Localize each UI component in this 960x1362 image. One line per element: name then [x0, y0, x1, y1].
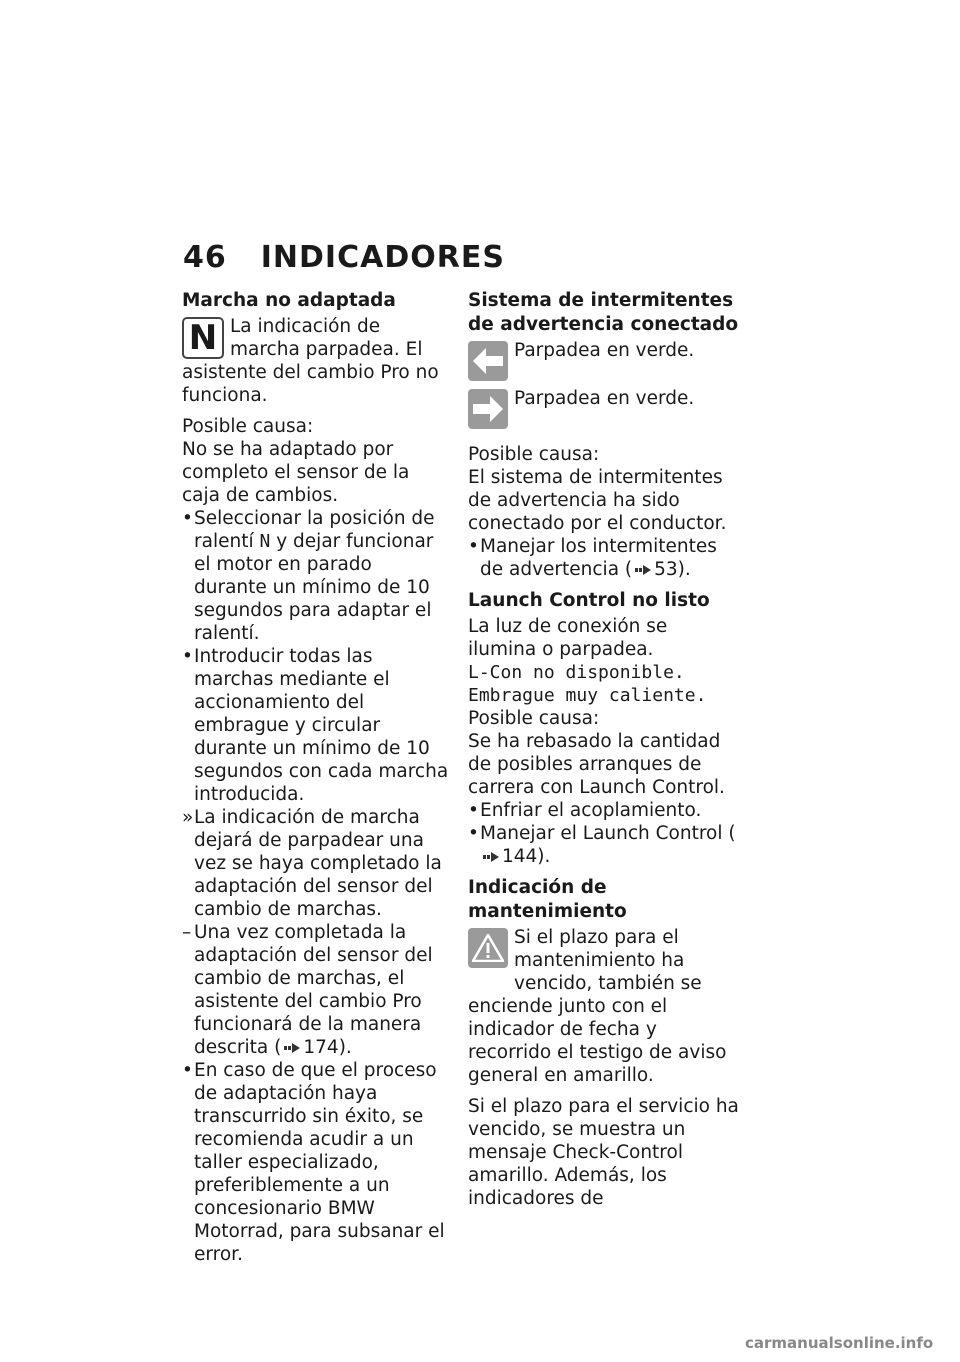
launch-desc: La luz de conexión se ilumina o parpadea. [468, 616, 668, 660]
result-icon: » [182, 807, 194, 828]
right-arrow-icon [468, 389, 508, 429]
bullet-icon: • [182, 1060, 193, 1081]
gear-n-icon: N [182, 317, 224, 359]
list-item: • Introducir todas las marchas mediante el accionamiento del embrague y circular durante un mínimo de 10 segundos con cada marcha introducida. [182, 646, 449, 805]
bullet-icon: • [182, 646, 193, 667]
gear-indicator-paragraph [182, 315, 450, 407]
gear-intro-text: La indicación de marcha parpadea. El asistente del cambio Pro no funciona. [182, 316, 439, 406]
bullet-icon: • [468, 823, 479, 844]
right-column [468, 289, 740, 1210]
cause-text: Se ha rebasado la cantidad de posibles arranques de carrera con Launch Control. [468, 731, 725, 798]
launch-message: L-Con no disponible. Embrague muy caliente. [468, 662, 707, 706]
page-number: 46 [183, 240, 227, 275]
launch-steps-list [468, 799, 740, 868]
warning-triangle-icon [468, 928, 508, 968]
maintenance-text-1: Si el plazo para el mantenimiento ha vencido, también se enciende junto con el indicador de fecha y recorrido el testigo de aviso general en amarillo. [468, 927, 727, 1086]
bullet-icon: • [182, 508, 193, 529]
left-blink-text: Parpadea en verde. [514, 340, 695, 361]
maintenance-text-2: Si el plazo para el servicio ha vencido, se muestra un mensaje Check-Control amarillo. Además, los indicadores de [468, 1096, 739, 1209]
bullet-icon: • [468, 536, 479, 557]
maintenance-paragraph [468, 926, 740, 1087]
left-blink-paragraph [468, 339, 740, 383]
cause-label: Posible causa: [468, 444, 600, 465]
cause-label: Posible causa: [468, 708, 600, 729]
section-heading-maintenance: Indicación de mantenimiento [468, 877, 627, 922]
list-item: • Seleccionar la posición de ralentí N y dejar funcionar el motor en parado durante un mínimo de 10 segundos para adaptar el ralentí. [182, 508, 435, 644]
list-item: • Manejar los intermitentes de advertencia ( 53). [468, 536, 717, 580]
cause-text: El sistema de intermitentes de advertencia ha sido conectado por el conductor. [468, 467, 727, 534]
gear-code: N [259, 531, 271, 552]
bullet-icon: • [468, 800, 479, 821]
list-item: • Enfriar el acoplamiento. [468, 800, 702, 821]
list-item: – Una vez completada la adaptación del sensor del cambio de marchas, el asistente del cambio Pro funcionará de la manera descrita ( 174). [182, 922, 433, 1058]
right-blink-text: Parpadea en verde. [514, 388, 695, 409]
page-header [183, 240, 505, 275]
left-column [182, 289, 450, 1266]
left-arrow-icon [468, 341, 508, 381]
hazard-steps-list [468, 535, 740, 581]
dash-icon: – [182, 922, 192, 943]
section-heading-launch: Launch Control no listo [468, 590, 710, 611]
list-item: » La indicación de marcha dejará de parpadear una vez se haya completado la adaptación del sensor del cambio de marchas. [182, 807, 442, 920]
page-reference-arrow-icon [635, 558, 651, 581]
page-reference-arrow-icon [284, 1036, 300, 1059]
cause-label: Posible causa: [182, 416, 314, 437]
page-reference[interactable]: 144). [502, 846, 551, 867]
list-item: • En caso de que el proceso de adaptación haya transcurrido sin éxito, se recomienda acudir a un taller especializado, preferiblemente a un concesionario BMW Motorrad, para subsanar el error. [182, 1060, 445, 1265]
gear-steps-list [182, 507, 450, 1266]
section-heading-gear: Marcha no adaptada [182, 290, 396, 311]
section-heading-hazard: Sistema de intermitentes de advertencia conectado [468, 290, 739, 335]
page-reference[interactable]: 174). [303, 1037, 352, 1058]
watermark: carmanualsonline.info [745, 1334, 934, 1352]
page-reference[interactable]: 53). [654, 559, 691, 580]
cause-text: No se ha adaptado por completo el sensor de la caja de cambios. [182, 439, 410, 506]
right-blink-paragraph [468, 387, 740, 431]
page-title: INDICADORES [260, 240, 505, 275]
page-reference-arrow-icon [483, 845, 499, 868]
list-item: • Manejar el Launch Control (144). [468, 823, 736, 867]
